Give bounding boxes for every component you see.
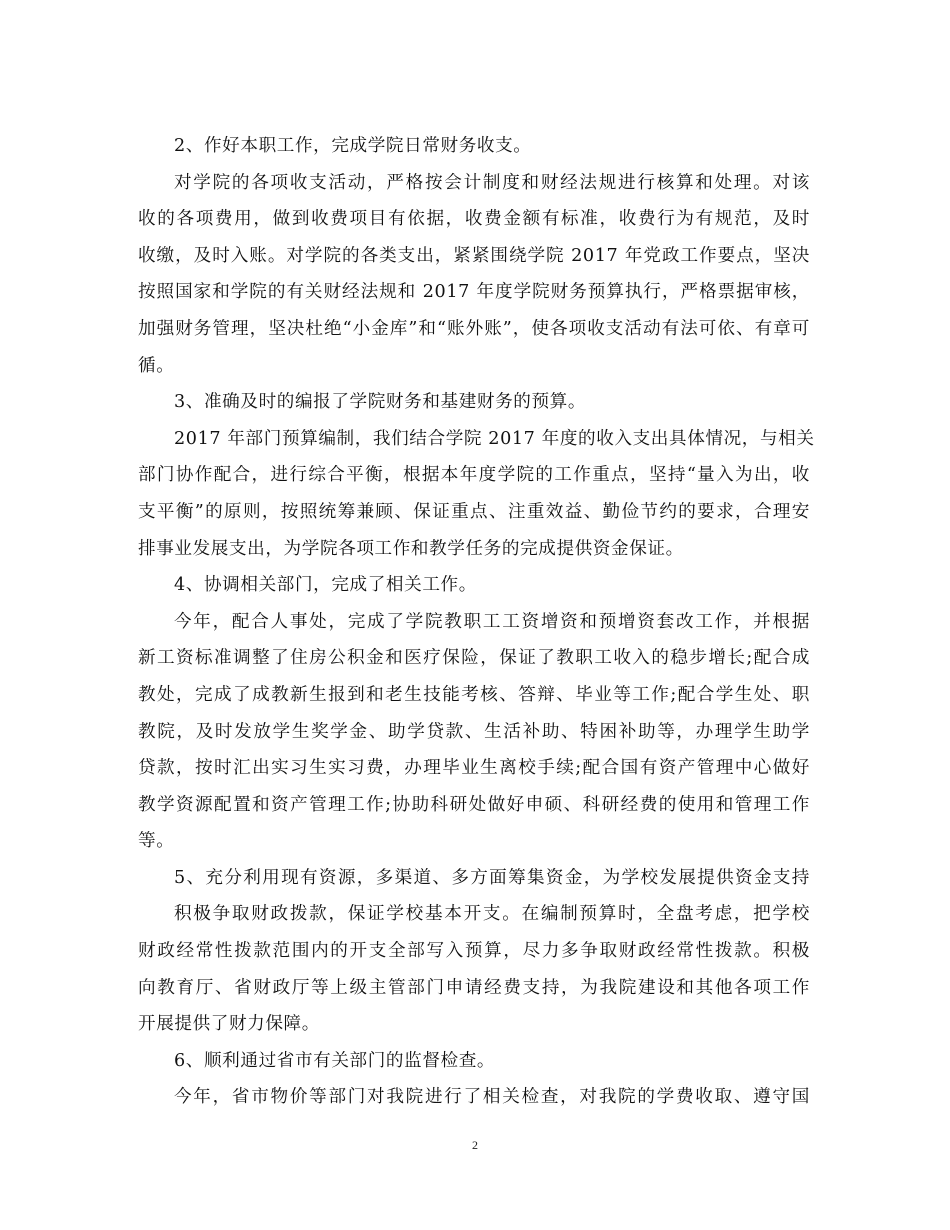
text-line: 积极争取财政拨款，保证学校基本开支。在编制预算时，全盘考虑，把学校 xyxy=(174,904,810,925)
document-body xyxy=(138,128,815,1116)
text-line: 4、协调相关部门，完成了相关工作。 xyxy=(174,575,477,596)
text-line: 向教育厅、省财政厅等上级主管部门申请经费支持，为我院建设和其他各项工作 xyxy=(138,977,810,998)
text-line: 排事业发展支出，为学院各项工作和教学任务的完成提供资金保证。 xyxy=(138,538,684,559)
text-line: 财政经常性拨款范围内的开支全部写入预算，尽力多争取财政经常性拨款。积极 xyxy=(138,941,810,962)
text-line: 3、准确及时的编报了学院财务和基建财务的预算。 xyxy=(174,392,587,413)
page-number: 2 xyxy=(472,1138,478,1152)
text-line: 6、顺利通过省市有关部门的监督检查。 xyxy=(174,1050,496,1071)
text-line: 开展提供了财力保障。 xyxy=(138,1014,320,1035)
text-line: 教处，完成了成教新生报到和老生技能考核、答辩、毕业等工作;配合学生处、职 xyxy=(138,684,810,705)
text-line: 今年，省市物价等部门对我院进行了相关检查，对我院的学费收取、遵守国 xyxy=(174,1087,810,1108)
text-line: 循。 xyxy=(138,355,175,376)
text-line: 贷款，按时汇出实习生实习费，办理毕业生离校手续;配合国有资产管理中心做好 xyxy=(138,758,810,779)
text-line: 支平衡”的原则，按照统筹兼顾、保证重点、注重效益、勤俭节约的要求，合理安 xyxy=(138,501,810,522)
text-line: 收缴，及时入账。对学院的各类支出，紧紧围绕学院 2017 年党政工作要点，坚决 xyxy=(138,245,810,266)
text-line: 部门协作配合，进行综合平衡，根据本年度学院的工作重点，坚持“量入为出，收 xyxy=(138,465,810,486)
text-line: 等。 xyxy=(138,831,175,852)
text-line: 收的各项费用，做到收费项目有依据，收费金额有标准，收费行为有规范，及时 xyxy=(138,209,810,230)
text-line: 5、充分利用现有资源，多渠道、多方面筹集资金，为学校发展提供资金支持 xyxy=(174,867,810,888)
text-line: 加强财务管理，坚决杜绝“小金库”和“账外账”，使各项收支活动有法可依、有章可 xyxy=(138,318,810,339)
text-line: 教学资源配置和资产管理工作;协助科研处做好申硕、科研经费的使用和管理工作 xyxy=(138,794,810,815)
text-line: 新工资标准调整了住房公积金和医疗保险，保证了教职工收入的稳步增长;配合成 xyxy=(138,648,810,669)
text-line: 按照国家和学院的有关财经法规和 2017 年度学院财务预算执行，严格票据审核， xyxy=(138,282,810,303)
text-line: 2、作好本职工作，完成学院日常财务收支。 xyxy=(174,136,532,156)
text-line: 教院，及时发放学生奖学金、助学贷款、生活补助、特困补助等，办理学生助学 xyxy=(138,721,810,742)
text-line: 2017 年部门预算编制，我们结合学院 2017 年度的收入支出具体情况，与相关 xyxy=(174,428,815,449)
text-line: 今年，配合人事处，完成了学院教职工工资增资和预增资套改工作，并根据 xyxy=(174,611,810,632)
text-line: 对学院的各项收支活动，严格按会计制度和财经法规进行核算和处理。对该 xyxy=(174,172,810,193)
